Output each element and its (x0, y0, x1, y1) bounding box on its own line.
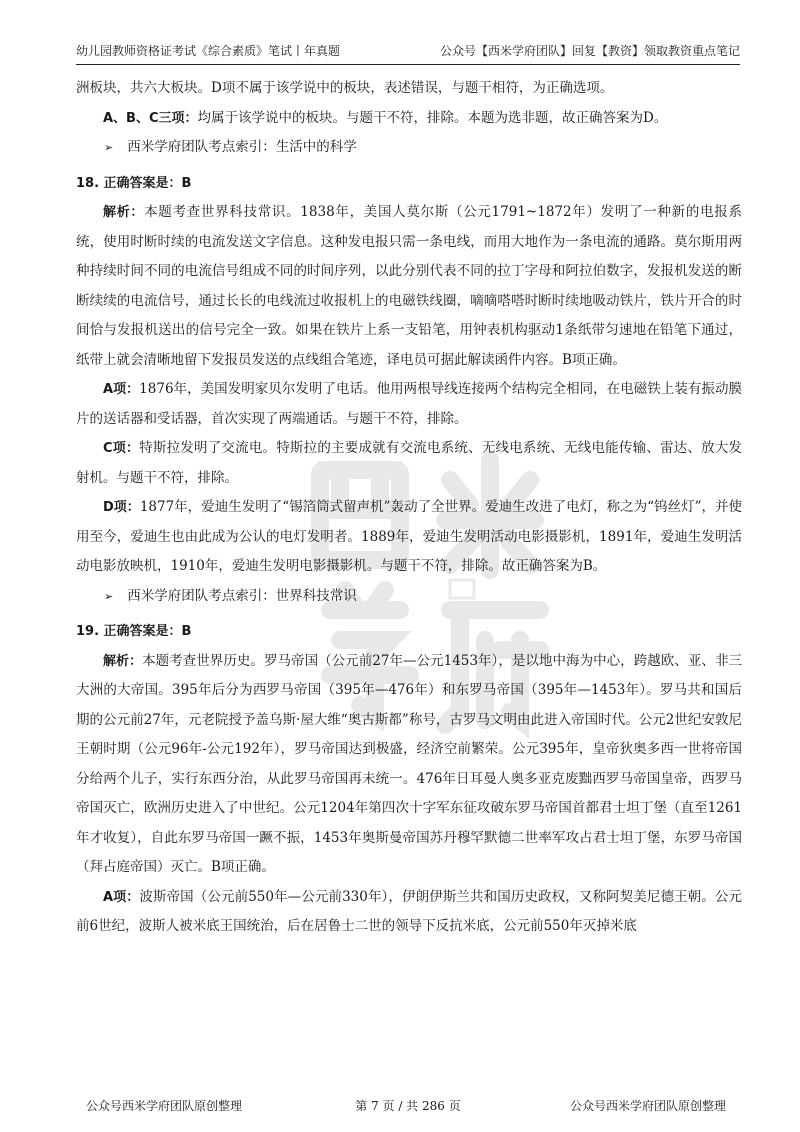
analysis-label: 解析： (103, 205, 145, 220)
option-a-label: A项： (103, 889, 140, 905)
q19-option-a (76, 883, 742, 942)
option-c-text: 特斯拉发明了交流电。特斯拉的主要成就有交流电系统、无线电系统、无线电能传输、雷达、放大发射机。与题干不符，排除。 (76, 440, 743, 486)
arrow-bullet-icon: ➢ (104, 589, 114, 603)
q18-option-a (76, 375, 742, 434)
analysis-text: 本题考查世界科技常识。1838年，美国人莫尔斯（公元1791~1872年）发明了一种新的电报系统，使用时断时续的电流发送文字信息。这种发电报只需一条电线，而用大地作为一条电流的通路。莫尔斯用两种持续时间不同的电流信号组成不同的时间序列，以此分别代表不同的拉丁字母和阿拉伯数字，发报机发送的断断续续的电流信号，通过长长的电线流过收报机上的电磁铁线圈，嘀嘀嗒嗒时断时续地吸动铁片，铁片开合的时间恰与发报机送出的信号完全一致。如果在铁片上系一支铅笔，用钟表机构驱动1条纸带匀速地在铅笔下通过，纸带上就会清晰地留下发报员发送的点线组合笔迹，译电员可据此解读函件内容。B项正确。 (76, 204, 742, 368)
option-a-text: 波斯帝国（公元前550年—公元前330年），伊朗伊斯兰共和国历史政权，又称阿契美尼德王朝。公元前6世纪，波斯人被米底王国统治，后在居鲁士二世的领导下反抗米底，公元前550年灭掉米底 (76, 888, 742, 934)
option-c-label: C项： (103, 441, 140, 456)
q18-answer-heading: 18. 正确答案是：B (76, 175, 192, 191)
page-header (76, 40, 740, 65)
q19-analysis (76, 647, 742, 883)
index-note-2 (104, 582, 742, 612)
header-promo: 公众号【西米学府团队】回复【教资】领取教资重点笔记 (439, 44, 740, 58)
option-a-label: A项： (103, 382, 140, 397)
analysis-text: 本题考查世界历史。罗马帝国（公元前27年—公元1453年），是以地中海为中心，跨越欧、亚、非三大洲的大帝国。395年后分为西罗马帝国（395年—476年）和东罗马帝国（395年—1453年）。罗马共和国后期的公元前27年，元老院授予盖乌斯·屋大维“奥古斯都”称号，古罗马文明由此进入帝国时代。公元2世纪安敦尼王朝时期（公元96年-公元192年），罗马帝国达到极盛，经济空前繁荣。公元395年，皇帝狄奥多西一世将帝国分给两个儿子，实行东西分治，从此罗马帝国再未统一。476年日耳曼人奥多亚克废黜西罗马帝国皇帝，西罗马帝国灭亡，欧洲历史进入了中世纪。公元1204年第四次十字军东征攻破东罗马帝国首都君士坦丁堡（直至1261年才收复），自此东罗马帝国一蹶不振，1453年奥斯曼帝国苏丹穆罕默德二世率军攻占君士坦丁堡，东罗马帝国（拜占庭帝国）灭亡。B项正确。 (76, 652, 742, 875)
intro-abc-paragraph (76, 104, 742, 134)
page-number: 第 7 页 / 共 286 页 (355, 1099, 461, 1113)
q18-analysis (76, 198, 742, 375)
index-note-1 (104, 133, 742, 163)
option-a-text: 1876年，美国发明家贝尔发明了电话。他用两根导线连接两个结构完全相同，在电磁铁上装有振动膜片的送话器和受话器，首次实现了两端通话。与题干不符，排除。 (76, 381, 742, 427)
option-d-label: D项： (103, 500, 140, 515)
arrow-bullet-icon: ➢ (104, 141, 114, 154)
abc-text: 均属于该学说中的板块。与题干不符，排除。本题为选非题，故正确答案为D。 (197, 109, 668, 126)
analysis-label: 解析： (103, 653, 143, 669)
abc-label: A、B、C三项： (103, 110, 198, 126)
page-footer (76, 1096, 740, 1116)
document-body (76, 74, 742, 942)
footer-right: 公众号西米学府团队原创整理 (569, 1099, 726, 1113)
q19-answer-heading: 19. 正确答案是：B (76, 624, 192, 639)
option-d-text: 1877年，爱迪生发明了“锡箔筒式留声机”轰动了全世界。爱迪生改进了电灯，称之为“钨丝灯”，并使用至今，爱迪生也由此成为公认的电灯发明者。1889年，爱迪生发明活动电影摄影机，1891年，爱迪生发明活动电影放映机，1910年，爱迪生发明电影摄影机。与题干不符，排除。故正确答案为B。 (76, 499, 742, 574)
index-note-text: 西米学府团队考点索引：生活中的科学 (127, 139, 357, 155)
intro-line: 洲板块，共六大板块。D项不属于该学说中的板块，表述错误，与题干相符，为正确选项。 (76, 80, 614, 96)
q18-option-d (76, 493, 742, 582)
index-note-text: 西米学府团队考点索引：世界科技常识 (127, 587, 357, 604)
footer-left: 公众号西米学府团队原创整理 (86, 1099, 243, 1113)
header-exam-title: 幼儿园教师资格证考试《综合素质》笔试丨年真题 (76, 44, 341, 58)
q18-option-c (76, 434, 742, 493)
